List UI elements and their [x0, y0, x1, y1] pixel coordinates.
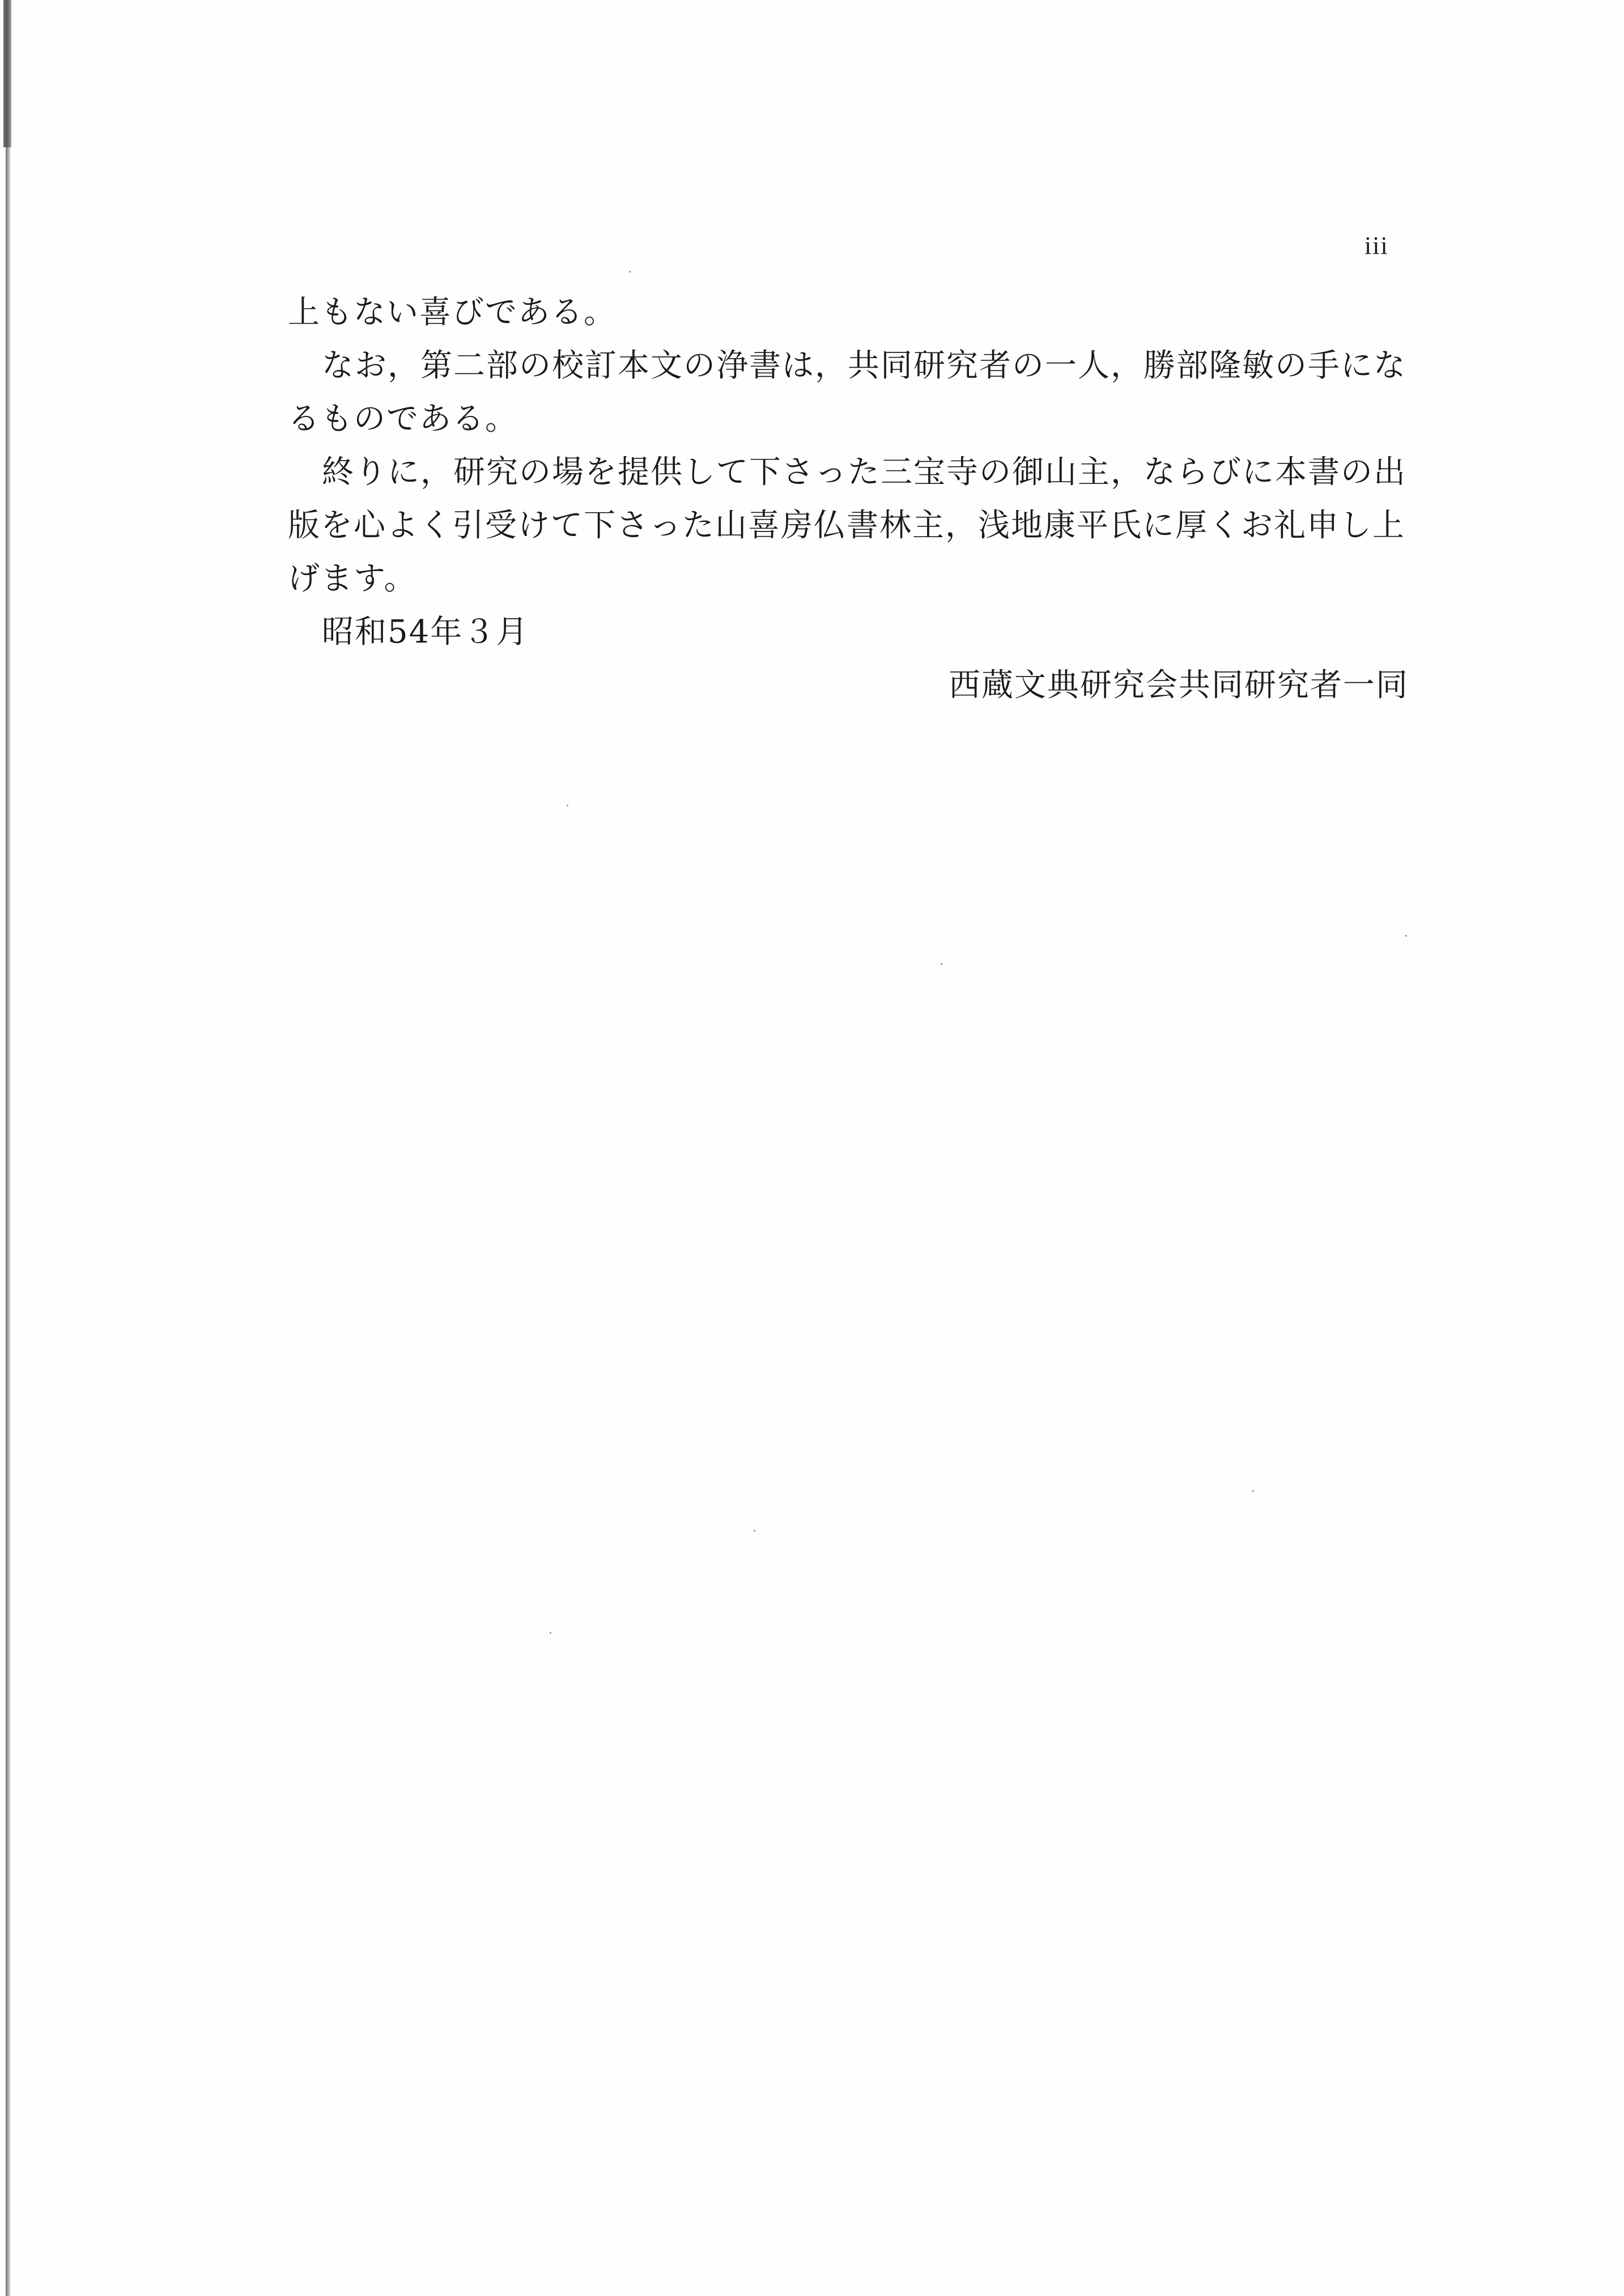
- date-line: 昭和54年３月: [322, 614, 529, 650]
- signature-line: 西蔵文典研究会共同研究者一同: [949, 667, 1409, 704]
- scan-speck: [1405, 935, 1407, 937]
- binding-mark: [3, 0, 11, 147]
- text-line: 版を心よく引受けて下さった山喜房仏書林主，浅地康平氏に厚くお礼申し上: [288, 507, 1405, 544]
- scan-speck: [629, 271, 631, 273]
- scan-speck: [941, 963, 942, 965]
- scan-speck: [567, 805, 568, 806]
- preface-body: [288, 286, 1415, 712]
- scan-speck: [754, 1530, 755, 1532]
- text-line: 終りに，研究の場を提供して下さった三宝寺の御山主，ならびに本書の出: [322, 454, 1406, 491]
- page-number: iii: [1364, 232, 1389, 260]
- text-line: なお，第二部の校訂本文の浄書は，共同研究者の一人，勝部隆敏の手にな: [322, 347, 1406, 384]
- text-line: 上もない喜びである。: [288, 294, 617, 331]
- binding-edge: [6, 0, 10, 2296]
- scan-speck: [1252, 1490, 1254, 1492]
- text-line: げます。: [288, 560, 417, 597]
- scan-speck: [550, 1632, 551, 1634]
- text-line: るものである。: [288, 401, 518, 437]
